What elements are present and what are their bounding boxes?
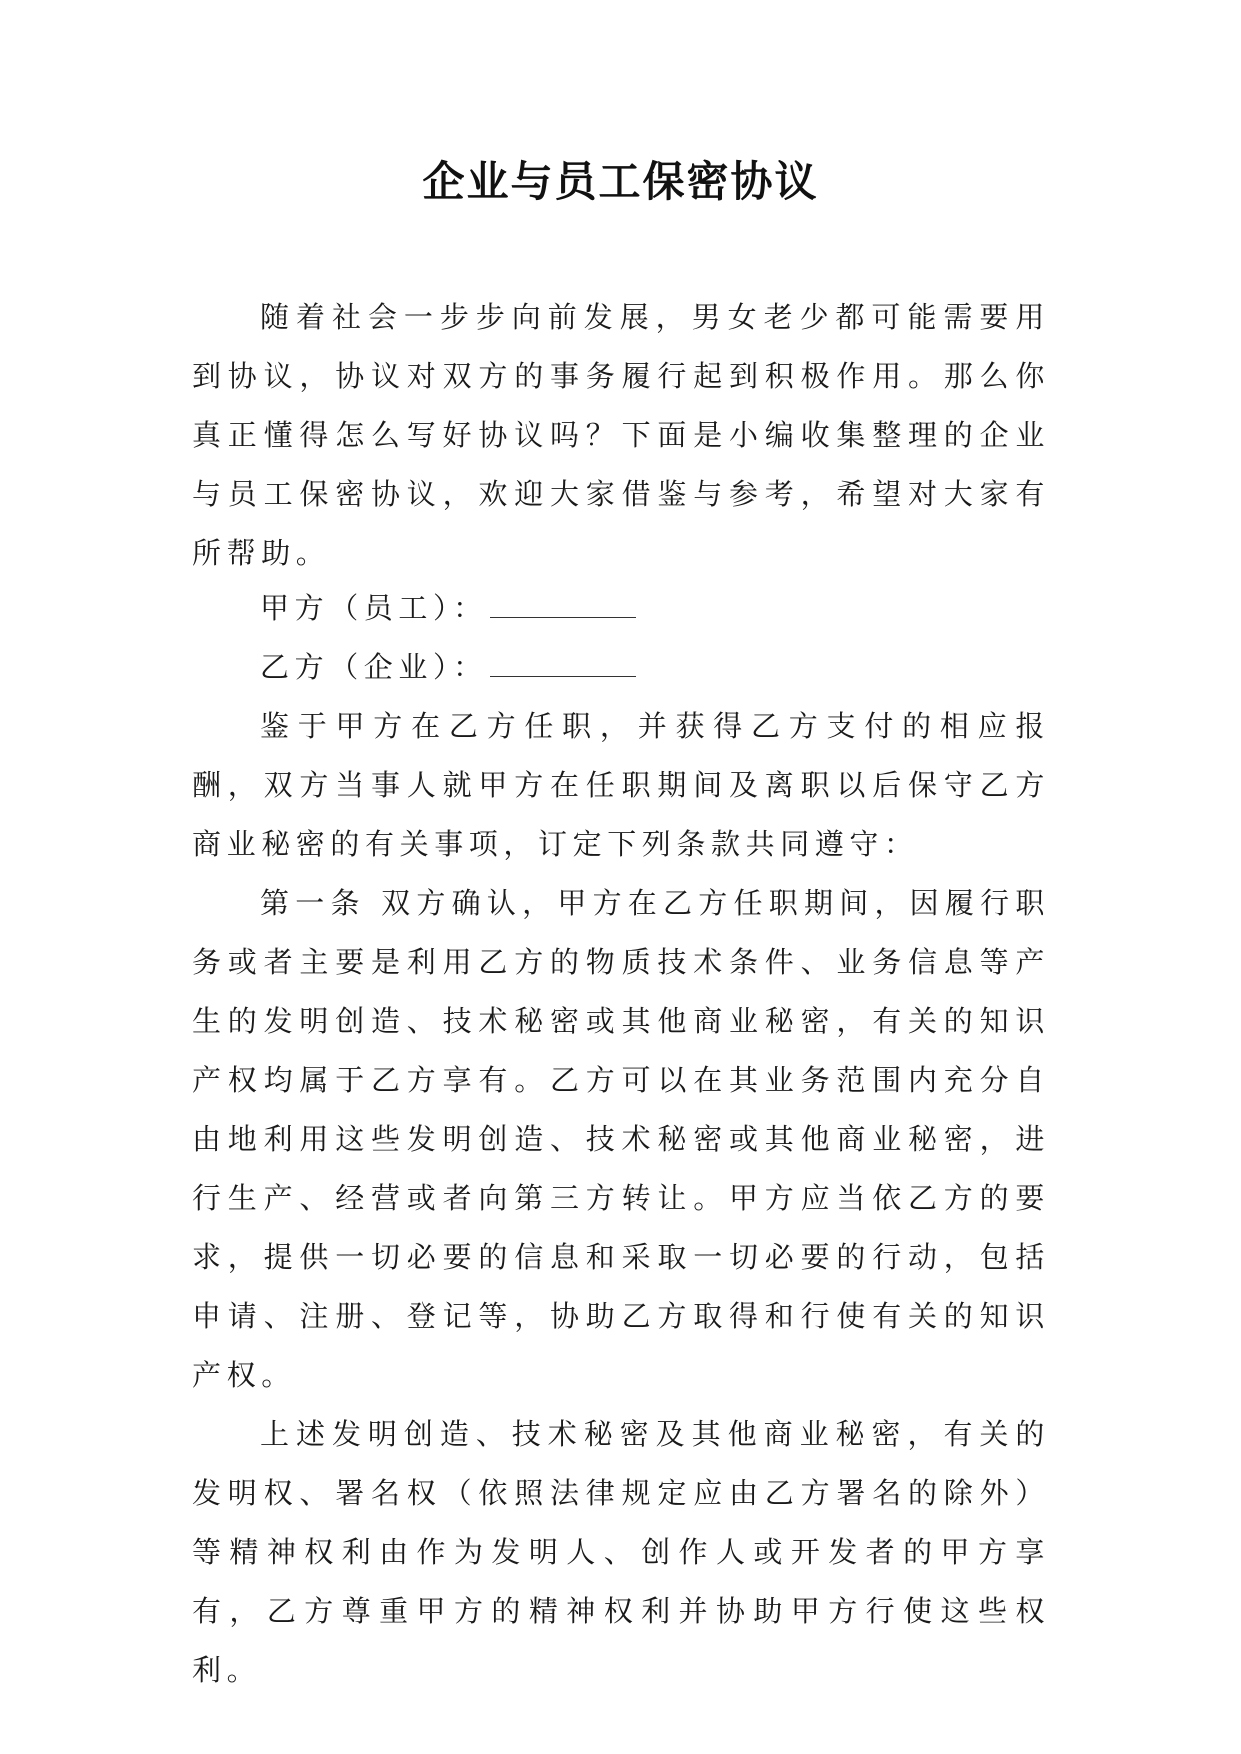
moral-rights-paragraph: 上述发明创造、技术秘密及其他商业秘密，有关的发明权、署名权（依照法律规定应由乙方署名的除外）等精神权利由作为发明人、创作人或开发者的甲方享有，乙方尊重甲方的精神权利并协助甲方行使这些权利。 [192, 1417, 1050, 1687]
party-a-blank-field [490, 585, 636, 618]
agreement-body [192, 579, 1050, 1700]
party-a-label: 甲方（员工）： [260, 591, 488, 625]
article-one-paragraph: 第一条 双方确认，甲方在乙方任职期间，因履行职务或者主要是利用乙方的物质技术条件、业务信息等产生的发明创造、技术秘密或其他商业秘密，有关的知识产权均属于乙方享有。乙方可以在其业务范围内充分自由地利用这些发明创造、技术秘密或其他商业秘密，进行生产、经营或者向第三方转让。甲方应当依乙方的要求，提供一切必要的信息和采取一切必要的行动，包括申请、注册、登记等，协助乙方取得和行使有关的知识产权。 [192, 886, 1050, 1392]
party-b-blank-field [490, 644, 636, 677]
recital-paragraph: 鉴于甲方在乙方任职，并获得乙方支付的相应报酬，双方当事人就甲方在任职期间及离职以后保守乙方商业秘密的有关事项，订定下列条款共同遵守： [192, 709, 1050, 861]
party-a-line [192, 579, 1050, 638]
party-b-label: 乙方（企业）： [260, 650, 488, 684]
party-b-line [192, 638, 1050, 697]
intro-paragraph: 随着社会一步步向前发展，男女老少都可能需要用到协议，协议对双方的事务履行起到积极作用。那么你真正懂得怎么写好协议吗？下面是小编收集整理的企业与员工保密协议，欢迎大家借鉴与参考，希望对大家有所帮助。 [192, 300, 1050, 570]
document-title: 企业与员工保密协议 [422, 157, 819, 206]
intro-section [192, 288, 1050, 583]
